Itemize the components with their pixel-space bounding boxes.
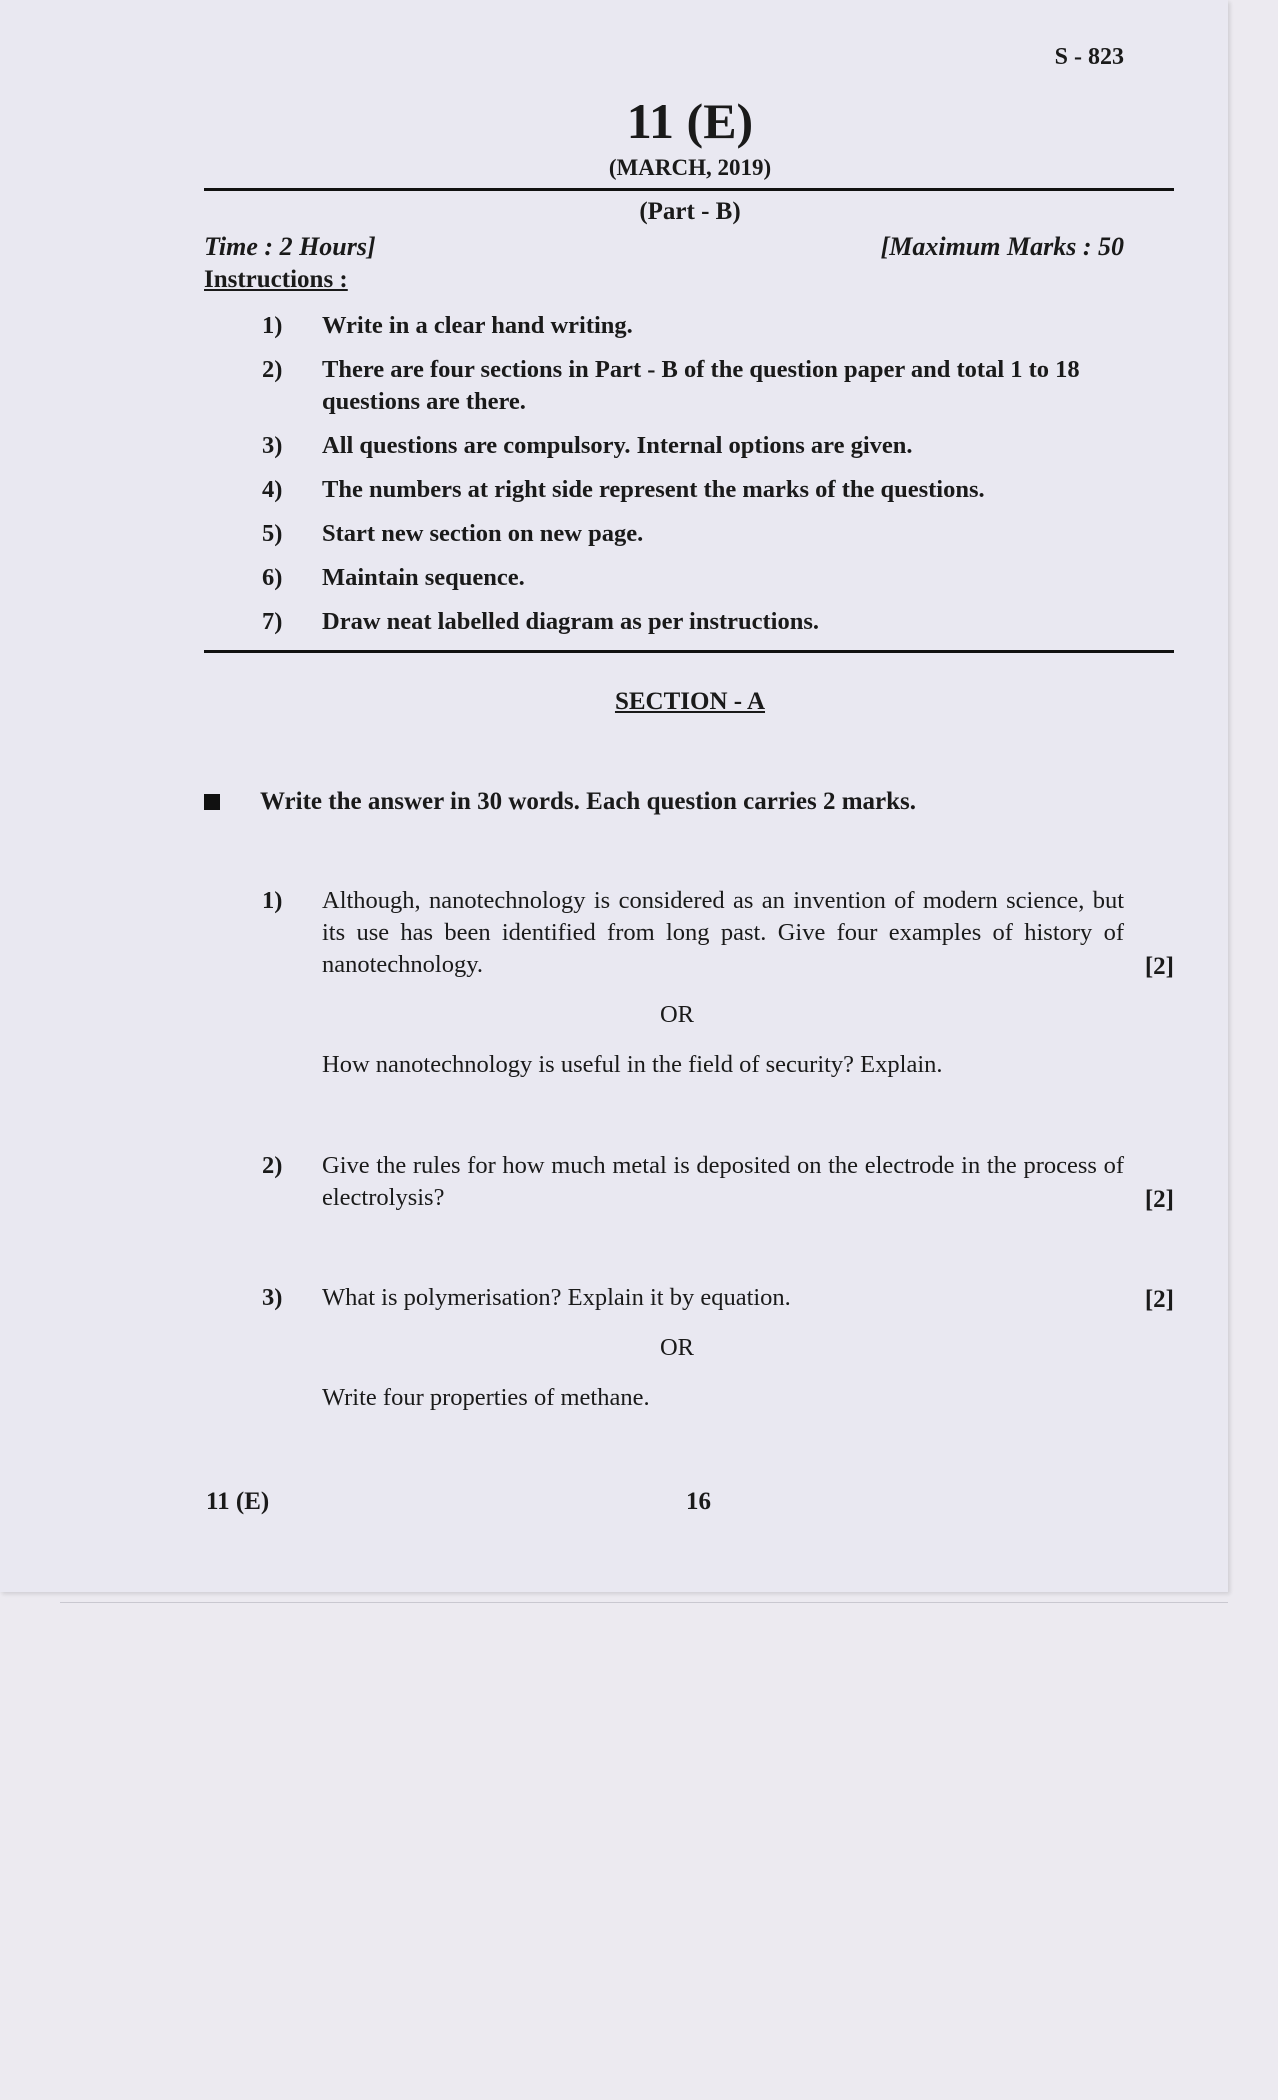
question-text: Give the rules for how much metal is deposited on the electrode in the process of electrolysis? [322,1152,1124,1211]
instruction-text: Start new section on new page. [322,520,644,547]
instruction-number: 5) [262,520,283,547]
header-divider [204,188,1174,191]
instructions-list [262,310,1174,650]
instruction-item [262,606,1174,638]
instruction-number: 1) [262,312,283,339]
instruction-text: Draw neat labelled diagram as per instructions. [322,608,820,635]
section-title: SECTION - A [614,688,766,715]
part-label: (Part - B) [639,198,741,225]
instruction-item [262,562,1174,594]
instruction-item [262,354,1174,418]
question-number: 2) [262,1152,283,1179]
question-number: 3) [262,1284,283,1311]
question-marks: [2] [1144,1286,1174,1313]
footer-paper-code: 11 (E) [206,1488,270,1515]
alternative-question-text: Write four properties of methane. [322,1384,650,1411]
maximum-marks: [Maximum Marks : 50 [880,232,1124,261]
question-text: What is polymerisation? Explain it by equation. [322,1284,791,1311]
instruction-text: Write in a clear hand writing. [322,312,633,339]
exam-date: (MARCH, 2019) [608,155,772,180]
square-bullet-icon [204,794,220,810]
or-separator: OR [659,1001,695,1028]
page-number: 16 [686,1488,711,1515]
instruction-number: 6) [262,564,283,591]
directive-text: Write the answer in 30 words. Each question carries 2 marks. [260,788,916,815]
instruction-item [262,430,1174,462]
question-marks: [2] [1144,953,1174,980]
instruction-number: 3) [262,432,283,459]
instruction-text: There are four sections in Part - B of the question paper and total 1 to 18 questions are there. [322,356,1080,415]
page-edge-shadow [60,1602,1228,1603]
instruction-text: The numbers at right side represent the marks of the questions. [322,476,985,503]
instruction-item [262,474,1174,506]
question-marks: [2] [1144,1186,1174,1213]
instruction-text: Maintain sequence. [322,564,525,591]
paper-code: S - 823 [1054,44,1124,70]
instruction-number: 4) [262,476,283,503]
instruction-item [262,310,1174,342]
instruction-number: 2) [262,356,283,383]
question-item [262,1282,1174,1414]
question-number: 1) [262,887,283,914]
time-allowed: Time : 2 Hours] [204,232,376,261]
instructions-heading: Instructions : [204,266,348,293]
question-item [262,885,1174,1081]
paper-title: 11 (E) [626,93,754,149]
or-separator: OR [659,1334,695,1361]
instructions-divider [204,650,1174,653]
instruction-text: All questions are compulsory. Internal options are given. [322,432,913,459]
alternative-question-text: How nanotechnology is useful in the field of security? Explain. [322,1051,943,1078]
section-directive [204,788,916,816]
instruction-number: 7) [262,608,283,635]
instruction-item [262,518,1174,550]
question-text: Although, nanotechnology is considered as an invention of modern science, but its use has been identified from long past. Give four examples of history of nanotechnology. [322,887,1124,978]
question-item [262,1150,1174,1214]
